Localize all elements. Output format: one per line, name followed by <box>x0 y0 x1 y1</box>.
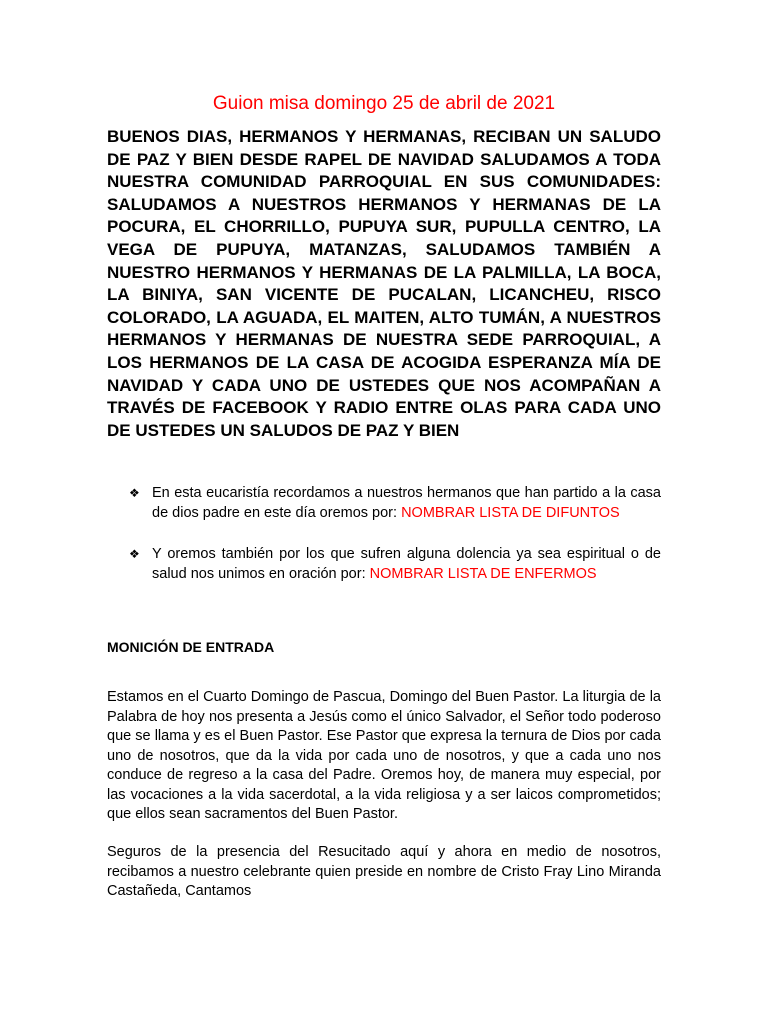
greeting-paragraph: BUENOS DIAS, HERMANOS Y HERMANAS, RECIBAN UN SALUDO DE PAZ Y BIEN DESDE RAPEL DE NAVIDAD SALUDAMOS A TODA NUESTRA COMUNIDAD PARROQUIAL EN SUS COMUNIDADES: SALUDAMOS A NUESTROS HERMANOS Y HERMANAS DE LA POCURA, EL CHORRILLO, PUPUYA SUR, PUPULLA CENTRO, LA VEGA DE PUPUYA, MATANZAS, SALUDAMOS TAMBIÉN A NUESTRO HERMANOS Y HERMANAS DE LA PALMILLA, LA BOCA, LA BINIYA, SAN VICENTE DE PUCALAN, LICANCHEU, RISCO COLORADO, LA AGUADA, EL MAITEN, ALTO TUMÁN, A NUESTROS HERMANOS Y HERMANAS DE NUESTRA SEDE PARROQUIAL, A LOS HERMANOS DE LA CASA DE ACOGIDA ESPERANZA MÍA DE NAVIDAD Y CADA UNO DE USTEDES QUE NOS ACOMPAÑAN A TRAVÉS DE FACEBOOK Y RADIO ENTRE OLAS PARA CADA UNO DE USTEDES UN SALUDOS DE PAZ Y BIEN <box>107 127 661 440</box>
section-heading: MONICIÓN DE ENTRADA <box>107 639 275 655</box>
bullet-text: Y oremos también por los que sufren alguna dolencia ya sea espiritual o de salud nos unimos en oración por: <box>152 546 661 582</box>
document-title: Guion misa domingo 25 de abril de 2021 <box>212 93 556 114</box>
bullet-text: En esta eucaristía recordamos a nuestros hermanos que han partido a la casa de dios padre en este día oremos por: <box>152 485 661 521</box>
bullet-highlight: NOMBRAR LISTA DE DIFUNTOS <box>401 505 620 521</box>
list-item-sick <box>107 544 661 584</box>
bullet-highlight: NOMBRAR LISTA DE ENFERMOS <box>369 566 597 582</box>
body-paragraph: Seguros de la presencia del Resucitado aquí y ahora en medio de nosotros, recibamos a nuestro celebrante quien preside en nombre de Cristo Fray Lino Miranda Castañeda, Cantamos <box>107 844 661 899</box>
intention-list <box>107 483 661 584</box>
diamond-bullet-icon: ❖ <box>129 547 140 561</box>
list-item-deceased <box>107 483 661 523</box>
body-paragraph: Estamos en el Cuarto Domingo de Pascua, Domingo del Buen Pastor. La liturgia de la Palabra de hoy nos presenta a Jesús como el único Salvador, el Señor todo poderoso que se llama y es el Buen Pastor. Ese Pastor que expresa la ternura de Dios por cada uno de nosotros, que da la vida por cada uno de nosotros, y que a cada uno nos conduce de regreso a la casa del Padre. Oremos hoy, de manera muy especial, por las vocaciones a la vida sacerdotal, a la vida religiosa y a ser laicos comprometidos; que ellos sean sacramentos del Buen Pastor. <box>107 689 661 822</box>
diamond-bullet-icon: ❖ <box>129 486 140 500</box>
